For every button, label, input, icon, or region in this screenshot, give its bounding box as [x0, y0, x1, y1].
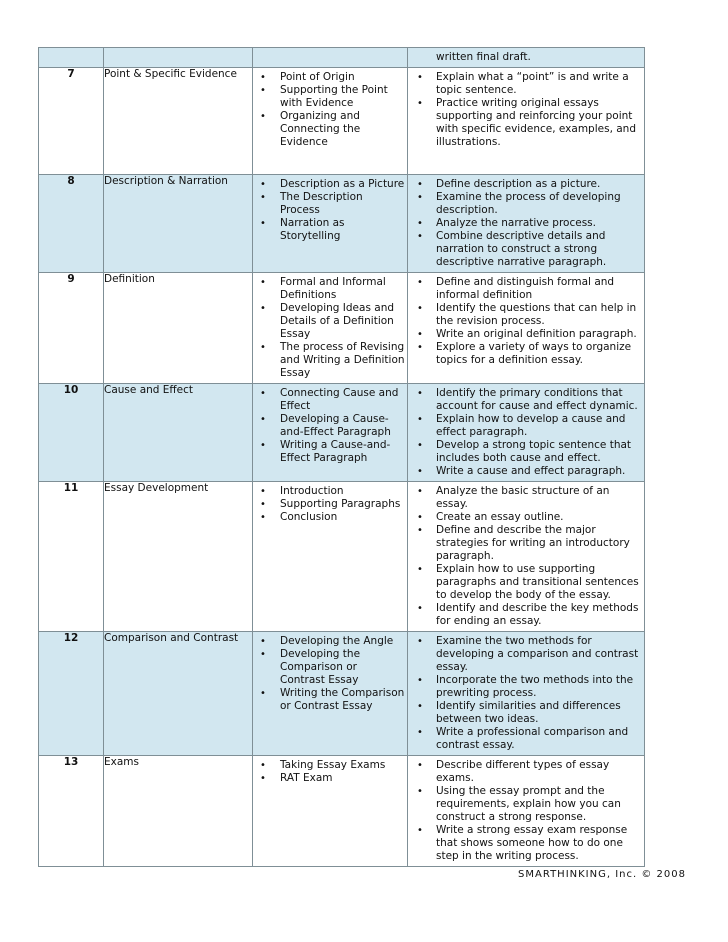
bullet-icon: •: [417, 727, 423, 738]
topic-cell: Essay Development: [104, 482, 253, 632]
content-item: [253, 511, 405, 524]
objective-item: [408, 759, 642, 785]
bullet-icon: •: [417, 760, 423, 771]
content-list: [253, 273, 407, 383]
bullet-icon: •: [260, 303, 266, 314]
objective-continuation-text: written final draft.: [436, 51, 531, 63]
objective-text: Examine the two methods for developing a comparison and contrast essay.: [436, 635, 639, 673]
table-row: [39, 632, 645, 756]
content-item: [253, 387, 405, 413]
objective-text: Explore a variety of ways to organize topics for a definition essay.: [436, 341, 632, 366]
content-cell: [253, 48, 408, 68]
table-row: [39, 482, 645, 632]
objective-text: Write a professional comparison and contrast essay.: [436, 726, 629, 751]
content-text: Connecting Cause and Effect: [280, 387, 399, 412]
objective-item: [408, 341, 642, 367]
bullet-icon: •: [417, 603, 423, 614]
content-text: Supporting Paragraphs: [280, 498, 401, 510]
bullet-icon: •: [260, 277, 266, 288]
content-text: RAT Exam: [280, 772, 333, 784]
bullet-icon: •: [417, 786, 423, 797]
content-list: [253, 68, 407, 152]
objective-item: [408, 328, 642, 341]
objective-item: [408, 726, 642, 752]
content-cell: [253, 175, 408, 273]
content-item: [253, 439, 405, 465]
week-cell: 10: [39, 384, 104, 482]
bullet-icon: •: [260, 512, 266, 523]
objective-list: [408, 756, 644, 866]
objective-item: [408, 524, 642, 563]
content-text: Writing the Comparison or Contrast Essay: [280, 687, 405, 712]
objective-text: Explain what a “point” is and write a topic sentence.: [436, 71, 629, 96]
content-text: Conclusion: [280, 511, 338, 523]
bullet-icon: •: [260, 486, 266, 497]
objective-item: [408, 387, 642, 413]
bullet-icon: •: [417, 564, 423, 575]
objective-text: Write a strong essay exam response that shows someone how to do one step in the writing process.: [436, 824, 628, 862]
content-item: [253, 648, 405, 687]
objective-text: Explain how to use supporting paragraphs and transitional sentences to develop the body of the essay.: [436, 563, 639, 601]
bullet-icon: •: [260, 192, 266, 203]
content-text: Developing the Comparison or Contrast Essay: [280, 648, 361, 686]
content-item: [253, 276, 405, 302]
objective-text: Identify the questions that can help in the revision process.: [436, 302, 637, 327]
copyright-footer: SMARTHINKING, Inc. © 2008: [518, 869, 686, 880]
objectives-cell: [408, 482, 645, 632]
content-text: Introduction: [280, 485, 344, 497]
content-text: Writing a Cause-and-Effect Paragraph: [280, 439, 391, 464]
bullet-icon: •: [417, 512, 423, 523]
objective-item: [408, 302, 642, 328]
objective-text: Define and describe the major strategies for writing an introductory paragraph.: [436, 524, 630, 562]
bullet-icon: •: [260, 388, 266, 399]
content-text: Point of Origin: [280, 71, 355, 83]
bullet-icon: •: [417, 825, 423, 836]
content-item: [253, 178, 405, 191]
bullet-icon: •: [417, 98, 423, 109]
content-item: [253, 71, 405, 84]
objective-list: [408, 632, 644, 755]
bullet-icon: •: [417, 525, 423, 536]
objective-text: Write an original definition paragraph.: [436, 328, 637, 340]
content-cell: [253, 273, 408, 384]
bullet-icon: •: [260, 111, 266, 122]
bullet-icon: •: [260, 760, 266, 771]
objective-list: [408, 175, 644, 272]
week-cell: 9: [39, 273, 104, 384]
objective-text: Incorporate the two methods into the prewriting process.: [436, 674, 634, 699]
content-item: [253, 217, 405, 243]
objective-text: Identify and describe the key methods for ending an essay.: [436, 602, 639, 627]
bullet-icon: •: [417, 277, 423, 288]
objective-text: Write a cause and effect paragraph.: [436, 465, 626, 477]
objective-text: Analyze the basic structure of an essay.: [436, 485, 610, 510]
table-row: [39, 384, 645, 482]
objective-list: [408, 68, 644, 152]
objective-item: [408, 413, 642, 439]
content-item: [253, 413, 405, 439]
content-cell: [253, 756, 408, 867]
bullet-icon: •: [260, 342, 266, 353]
bullet-icon: •: [417, 636, 423, 647]
content-item: [253, 191, 405, 217]
content-text: Supporting the Point with Evidence: [280, 84, 388, 109]
objective-item: [408, 465, 642, 478]
objective-item: [408, 824, 642, 863]
objective-text: Using the essay prompt and the requirements, explain how you can construct a strong response.: [436, 785, 621, 823]
schedule-body: [39, 48, 645, 867]
objective-item: [408, 635, 642, 674]
objectives-cell: [408, 68, 645, 175]
content-item: [253, 635, 405, 648]
week-cell: 13: [39, 756, 104, 867]
objective-text: Examine the process of developing description.: [436, 191, 621, 216]
bullet-icon: •: [417, 231, 423, 242]
content-cell: [253, 384, 408, 482]
table-row: [39, 273, 645, 384]
content-text: Formal and Informal Definitions: [280, 276, 386, 301]
table-row: [39, 68, 645, 175]
objective-text: Develop a strong topic sentence that includes both cause and effect.: [436, 439, 632, 464]
content-item: [253, 759, 405, 772]
content-item: [253, 110, 405, 149]
objectives-cell: [408, 175, 645, 273]
bullet-icon: •: [260, 636, 266, 647]
objective-list: [408, 273, 644, 370]
objective-item: [408, 191, 642, 217]
content-list: [253, 384, 407, 468]
content-list: [253, 482, 407, 527]
bullet-icon: •: [260, 72, 266, 83]
bullet-icon: •: [417, 466, 423, 477]
bullet-icon: •: [260, 688, 266, 699]
table-row-continuation: [39, 48, 645, 68]
objective-text: Define and distinguish formal and informal definition: [436, 276, 615, 301]
content-text: Description as a Picture: [280, 178, 405, 190]
content-item: [253, 772, 405, 785]
table-row: [39, 175, 645, 273]
objective-text: Identify similarities and differences between two ideas.: [436, 700, 621, 725]
content-item: [253, 84, 405, 110]
bullet-icon: •: [417, 486, 423, 497]
bullet-icon: •: [417, 440, 423, 451]
topic-cell: [104, 48, 253, 68]
content-item: [253, 302, 405, 341]
content-text: Narration as Storytelling: [280, 217, 345, 242]
course-schedule-table: [38, 47, 645, 867]
content-item: [253, 498, 405, 511]
bullet-icon: •: [417, 218, 423, 229]
topic-cell: Point & Specific Evidence: [104, 68, 253, 175]
content-cell: [253, 632, 408, 756]
content-cell: [253, 68, 408, 175]
bullet-icon: •: [260, 85, 266, 96]
content-text: Developing the Angle: [280, 635, 394, 647]
objectives-cell: [408, 273, 645, 384]
objective-item: [408, 700, 642, 726]
bullet-icon: •: [260, 179, 266, 190]
objective-text: Explain how to develop a cause and effect paragraph.: [436, 413, 626, 438]
bullet-icon: •: [417, 675, 423, 686]
topic-cell: Exams: [104, 756, 253, 867]
objective-text: Combine descriptive details and narration to construct a strong descriptive narrative paragraph.: [436, 230, 607, 268]
bullet-icon: •: [417, 72, 423, 83]
objectives-cell: [408, 756, 645, 867]
objective-item: [408, 217, 642, 230]
content-text: Taking Essay Exams: [280, 759, 386, 771]
objective-text: Practice writing original essays supporting and reinforcing your point with specific evidence, examples, and illustrations.: [436, 97, 636, 148]
objective-item: [408, 178, 642, 191]
bullet-icon: •: [417, 414, 423, 425]
week-cell: 7: [39, 68, 104, 175]
objective-text: Define description as a picture.: [436, 178, 601, 190]
bullet-icon: •: [260, 218, 266, 229]
objective-list: [408, 482, 644, 631]
content-text: Developing a Cause-and-Effect Paragraph: [280, 413, 391, 438]
objective-item: [408, 71, 642, 97]
bullet-icon: •: [260, 440, 266, 451]
objectives-cell: [408, 48, 645, 68]
week-cell: 11: [39, 482, 104, 632]
content-text: The process of Revising and Writing a Definition Essay: [280, 341, 405, 379]
bullet-icon: •: [417, 329, 423, 340]
objective-item: [408, 602, 642, 628]
objective-text: Identify the primary conditions that account for cause and effect dynamic.: [436, 387, 638, 412]
topic-cell: Definition: [104, 273, 253, 384]
topic-cell: Cause and Effect: [104, 384, 253, 482]
content-text: The Description Process: [280, 191, 363, 216]
content-text: Organizing and Connecting the Evidence: [280, 110, 361, 148]
content-cell: [253, 482, 408, 632]
content-item: [253, 341, 405, 380]
bullet-icon: •: [417, 388, 423, 399]
content-list: [253, 632, 407, 716]
objective-item: [408, 674, 642, 700]
bullet-icon: •: [417, 192, 423, 203]
bullet-icon: •: [260, 499, 266, 510]
bullet-icon: •: [417, 342, 423, 353]
content-item: [253, 485, 405, 498]
objective-item: [408, 230, 642, 269]
content-list: [253, 756, 407, 788]
content-list: [253, 175, 407, 246]
bullet-icon: •: [417, 701, 423, 712]
objective-item: [408, 276, 642, 302]
objective-text: Describe different types of essay exams.: [436, 759, 610, 784]
content-text: Developing Ideas and Details of a Definition Essay: [280, 302, 395, 340]
objectives-cell: [408, 632, 645, 756]
bullet-icon: •: [260, 414, 266, 425]
bullet-icon: •: [417, 179, 423, 190]
week-cell: 8: [39, 175, 104, 273]
objective-list: [408, 384, 644, 481]
week-cell: 12: [39, 632, 104, 756]
content-item: [253, 687, 405, 713]
week-cell: [39, 48, 104, 68]
objective-item: [408, 511, 642, 524]
objective-text: Create an essay outline.: [436, 511, 564, 523]
table-row: [39, 756, 645, 867]
objectives-cell: [408, 384, 645, 482]
objective-text: Analyze the narrative process.: [436, 217, 596, 229]
bullet-icon: •: [417, 303, 423, 314]
objective-item: [408, 439, 642, 465]
topic-cell: Description & Narration: [104, 175, 253, 273]
objective-item: [408, 563, 642, 602]
bullet-icon: •: [260, 773, 266, 784]
objective-item: [408, 785, 642, 824]
objective-item: [408, 485, 642, 511]
objective-item: [408, 97, 642, 149]
topic-cell: Comparison and Contrast: [104, 632, 253, 756]
bullet-icon: •: [260, 649, 266, 660]
